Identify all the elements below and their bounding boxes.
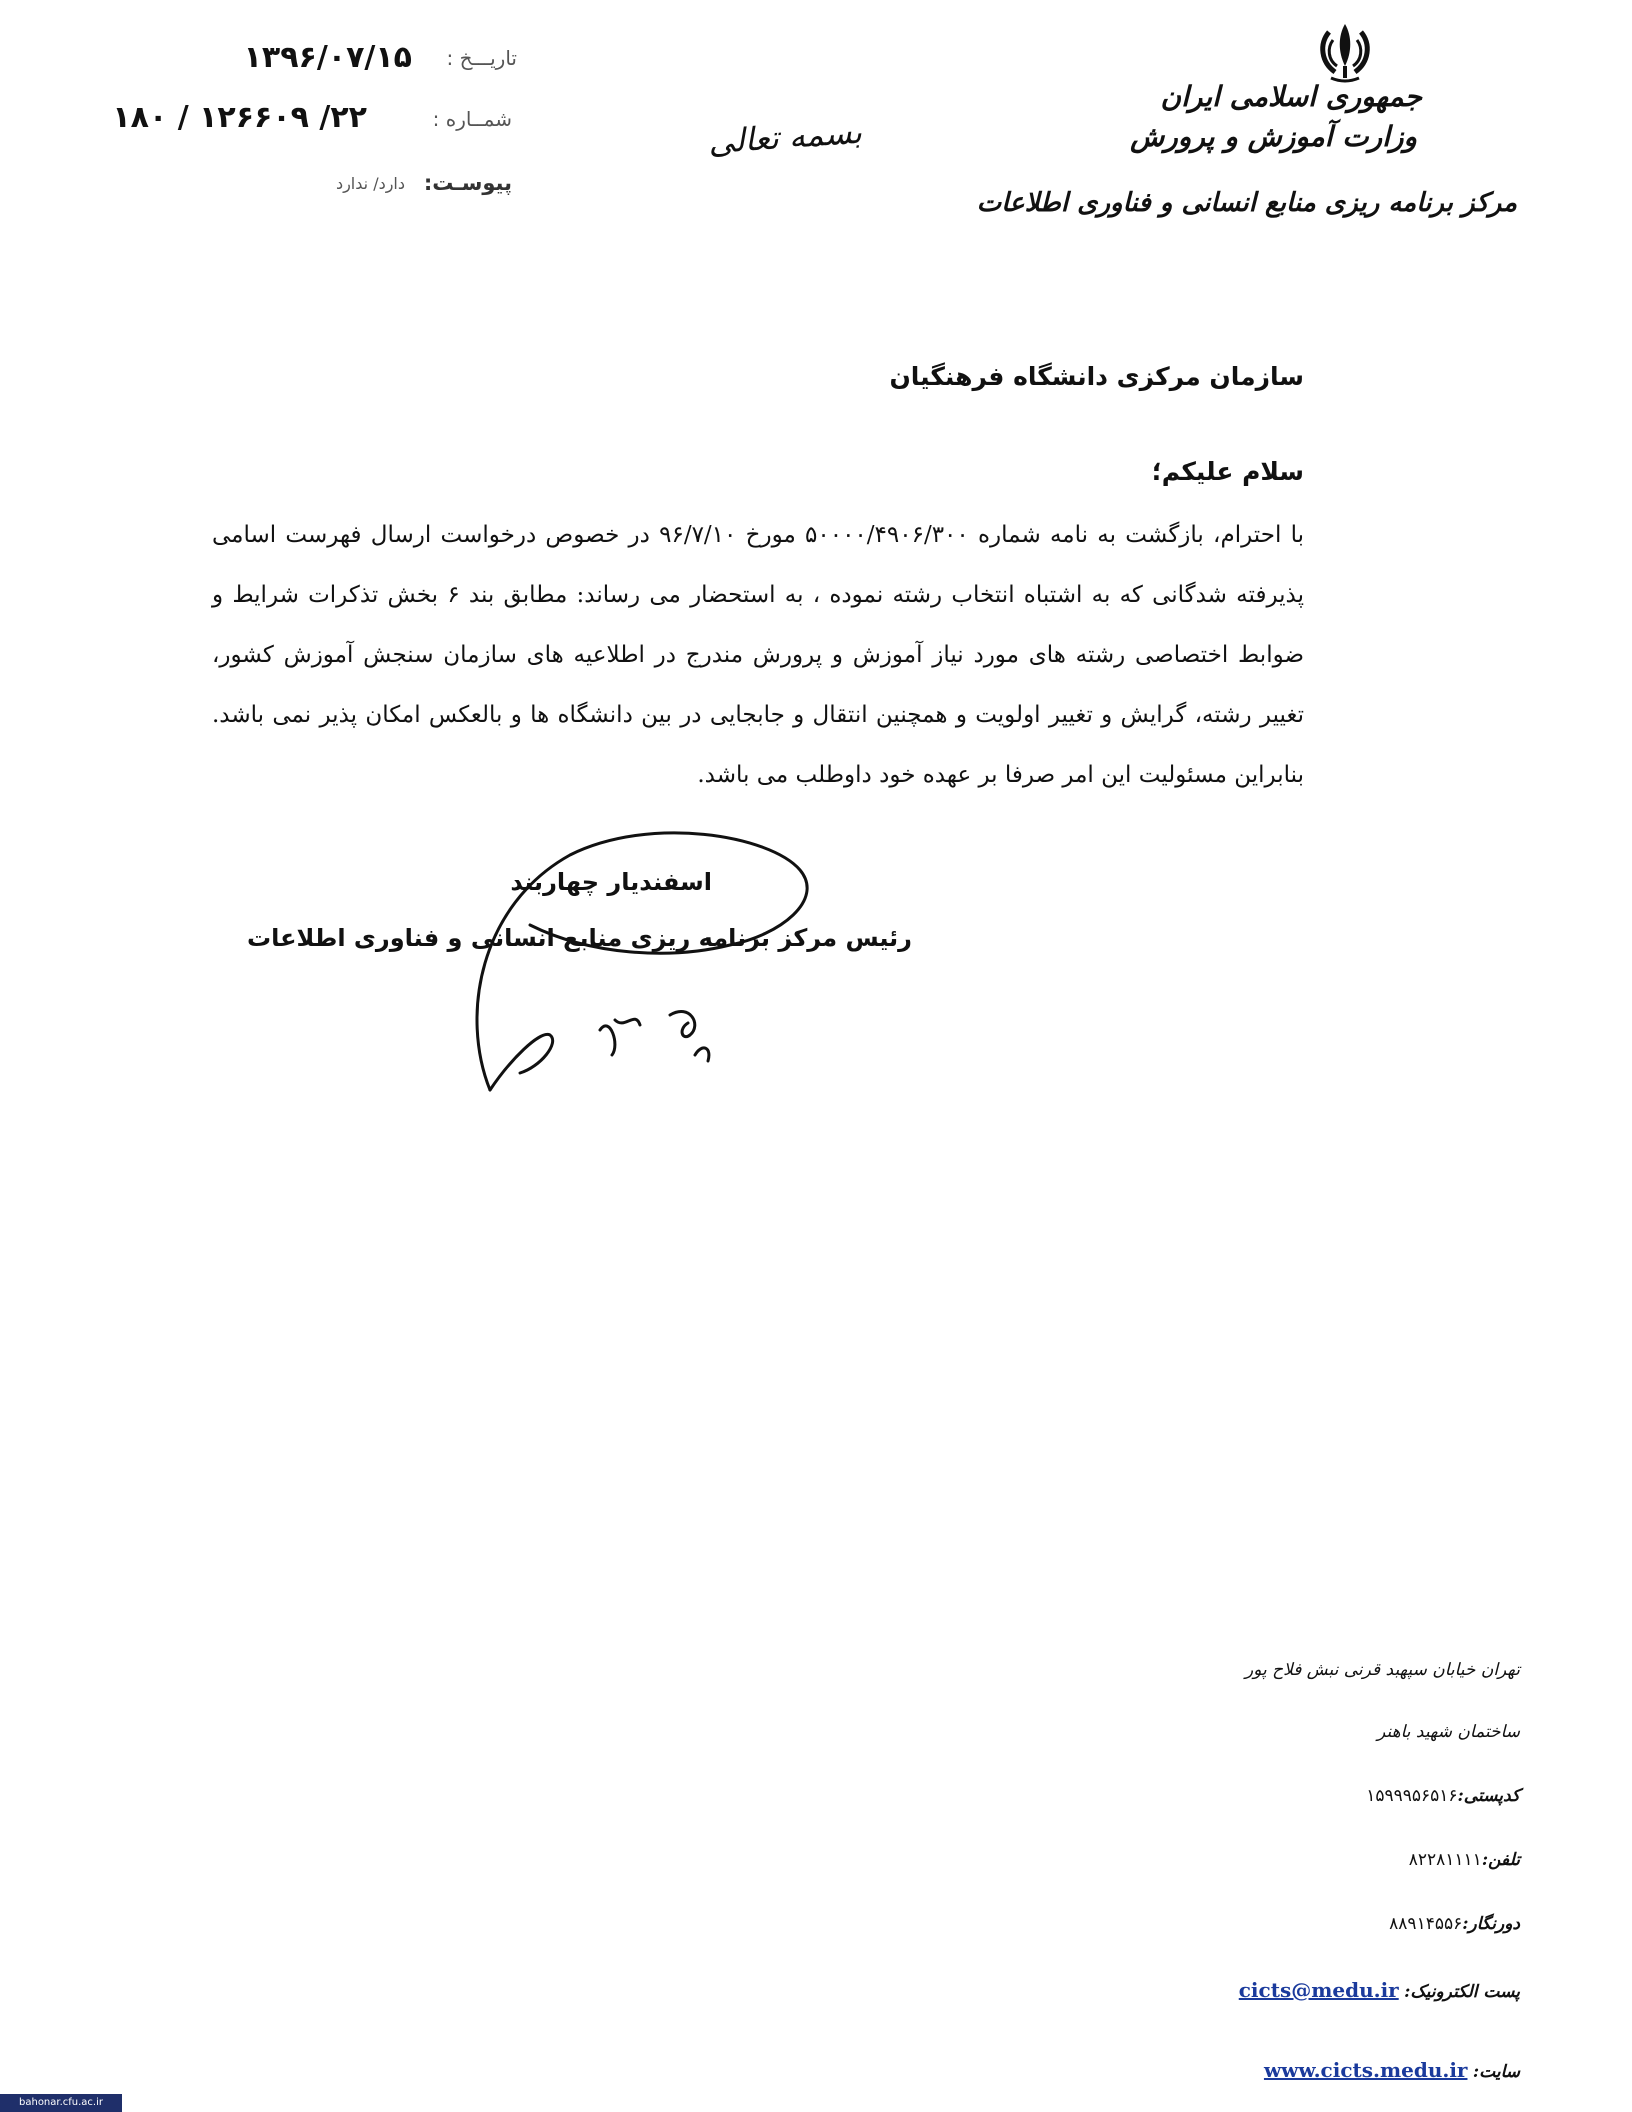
footer-postal — [1366, 1786, 1520, 1806]
attachment-label: پیوسـت: — [423, 171, 512, 195]
recipient: سازمان مرکزی دانشگاه فرهنگیان — [889, 362, 1304, 391]
postal-value: ۱۵۹۹۹۵۶۵۱۶ — [1366, 1786, 1458, 1806]
phone-label: تلفن: — [1481, 1850, 1520, 1870]
phone-value: ۸۲۲۸۱۱۱۱ — [1408, 1850, 1482, 1870]
footer-site — [1264, 2058, 1520, 2082]
source-watermark: bahonar.cfu.ac.ir — [0, 2094, 122, 2112]
attachment-value: دارد/ ندارد — [335, 174, 405, 193]
email-link[interactable]: cicts@medu.ir — [1238, 1978, 1399, 2002]
ministry-name: وزارت آموزش و پرورش — [1130, 120, 1417, 153]
country-name: جمهوری اسلامی ایران — [1160, 80, 1422, 113]
signatory-title: رئیس مرکز برنامه ریزی منابع انسانی و فناوری اطلاعات — [247, 924, 912, 952]
date-value: ۱۳۹۶/۰۷/۱۵ — [243, 40, 412, 75]
number-value: ۱۸۰ / ۱۲۶۶۰۹ /۲۲ — [112, 100, 367, 135]
basmala: بسمه تعالی — [706, 112, 864, 162]
fax-value: ۸۸۹۱۴۵۵۶ — [1389, 1914, 1463, 1934]
fax-label: دورنگار: — [1462, 1914, 1520, 1934]
iran-emblem-icon — [1305, 18, 1385, 88]
handwritten-signature — [440, 815, 820, 1105]
center-name: مرکز برنامه ریزی منابع انسانی و فناوری اطلاعات — [976, 188, 1517, 218]
signatory-name: اسفندیار چهاربند — [510, 868, 712, 896]
greeting: سلام علیکم؛ — [1151, 457, 1304, 486]
number-label: شمــاره : — [432, 107, 512, 131]
site-link[interactable]: www.cicts.medu.ir — [1263, 2058, 1468, 2082]
date-label: تاریـــخ : — [446, 46, 517, 70]
footer-phone — [1409, 1850, 1520, 1870]
letter-body: با احترام، بازگشت به نامه شماره ۵۰۰۰۰/۴۹۰۶/۳۰۰ مورخ ۹۶/۷/۱۰ در خصوص درخواست ارسال فهرست اسامی پذیرفته شدگانی که به اشتباه انتخاب رشته نموده ، به استحضار می رساند: مطابق بند ۶ بخش تذکرات شرایط و ضوابط اختصاصی رشته های مورد نیاز آموزش و پرورش مندرج در اطلاعیه های سازمان سنجش آموزش کشور، تغییر رشته، گرایش و تغییر اولویت و همچنین انتقال و جابجایی در بین دانشگاه ها و بالعکس امکان پذیر نمی باشد. بنابراین مسئولیت این امر صرفا بر عهده خود داوطلب می باشد. — [212, 522, 1305, 788]
email-label: پست الکترونیک: — [1404, 1982, 1520, 2002]
site-label: سایت: — [1472, 2062, 1520, 2082]
footer-email — [1239, 1978, 1520, 2002]
footer-building: ساختمان شهید باهنر — [1377, 1722, 1520, 1742]
postal-label: کدپستی: — [1457, 1786, 1520, 1806]
footer-fax — [1389, 1914, 1520, 1934]
footer-address: تهران خیابان سپهبد قرنی نبش فلاح پور — [1245, 1660, 1520, 1680]
